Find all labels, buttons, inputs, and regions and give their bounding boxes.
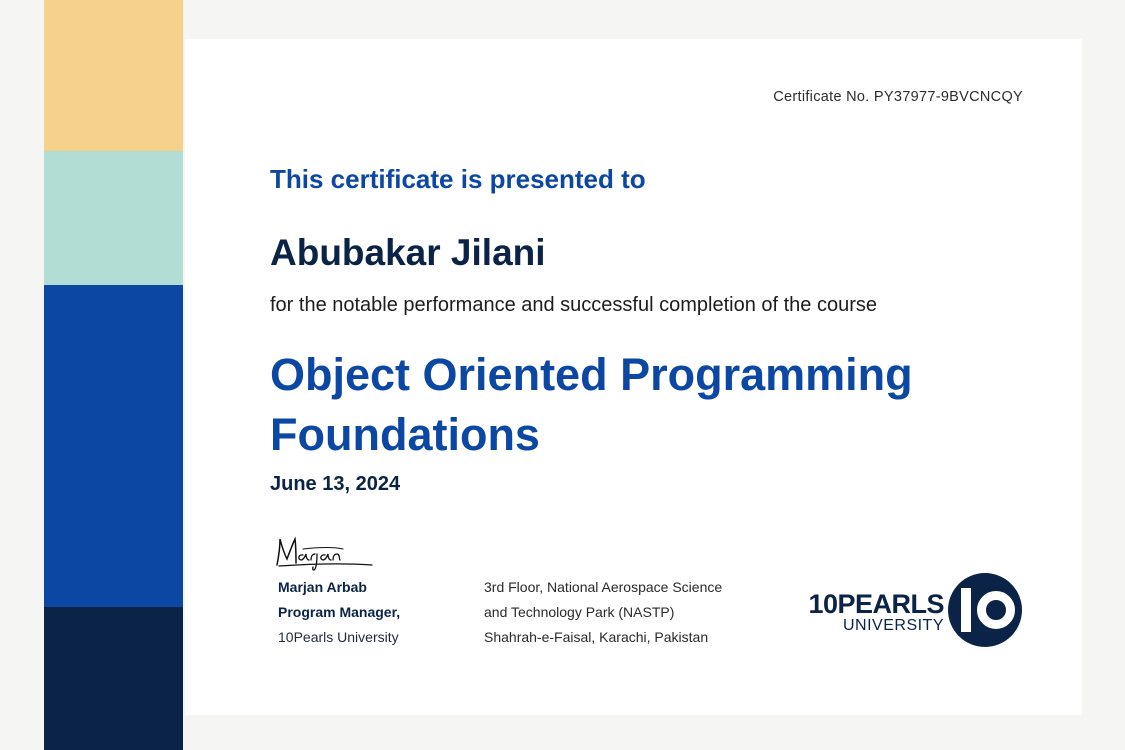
10-circle-logo-icon [947,572,1023,648]
signatory-block [278,575,400,650]
certificate-card [185,39,1082,715]
address-line-1: 3rd Floor, National Aerospace Science [484,579,723,595]
completion-date: June 13, 2024 [270,473,401,495]
signatory-title: Program Manager, [278,604,401,620]
stripe-navy [44,607,183,750]
address-line-3: Shahrah-e-Faisal, Karachi, Pakistan [484,629,709,645]
stripe-mint [44,151,183,285]
address-block [484,575,722,650]
logo-wordmark: 10PEARLS [808,589,944,619]
recipient-name: Abubakar Jilani [270,232,546,273]
stripe-peach [44,0,183,151]
certificate-number: Certificate No. PY37977-9BVCNCQY [773,89,1023,105]
course-title: Object Oriented Programming Foundations [270,349,913,460]
stripe-blue [44,285,183,607]
logo-subtitle: UNIVERSITY [842,617,944,634]
signatory-name: Marjan Arbab [278,579,367,595]
presented-to-label: This certificate is presented to [270,164,646,194]
10pearls-university-logo [803,572,1023,652]
signatory-organization: 10Pearls University [278,629,399,645]
signature-image [273,535,373,573]
completion-text: for the notable performance and successful completion of the course [270,294,878,316]
address-line-2: and Technology Park (NASTP) [484,604,675,620]
